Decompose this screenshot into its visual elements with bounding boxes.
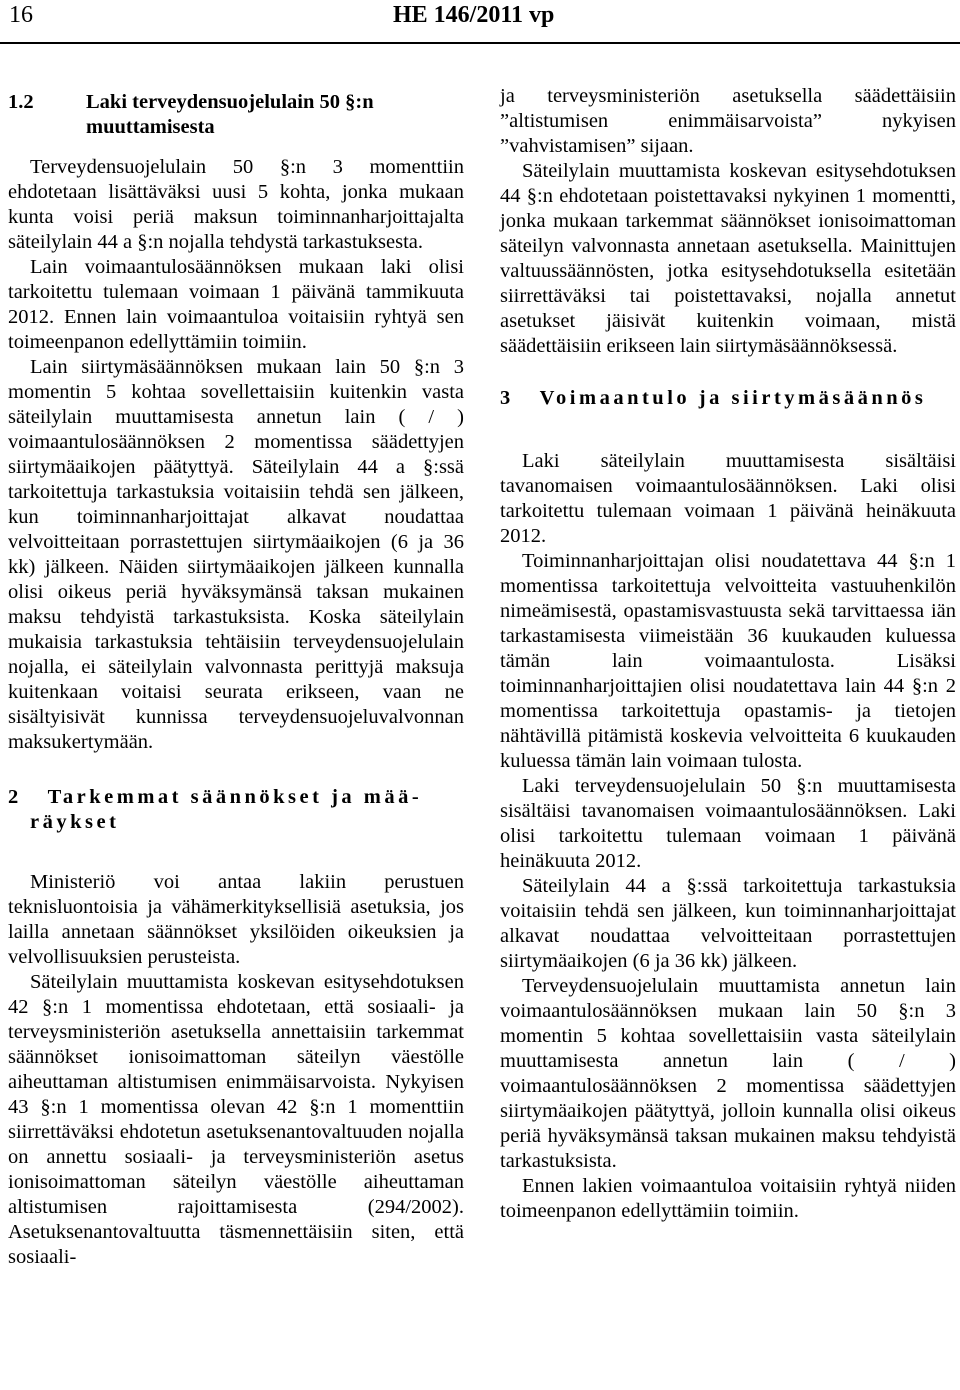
page-number: 16 — [9, 2, 33, 28]
section-title-line: Tarkemmat säännökset ja mää- — [47, 786, 423, 808]
paragraph: Laki terveydensuojelulain 50 §:n muuttamisesta sisältäisi tavanomaisen voimaantulosäännöksen. Laki olisi tarkoitettu tulemaan voimaan 1 päivänä heinäkuuta 2012. — [500, 775, 956, 872]
section-number: 3 — [500, 387, 514, 409]
header-rule — [0, 42, 960, 44]
section-heading-2 — [8, 785, 464, 835]
paragraph: Terveydensuojelulain muuttamista annetun lain voimaantulosäännöksen mukaan lain 50 §:n 3 momentin 5 kohtaa sovellettaisiin vasta säteilylain muuttamisesta annetun lain ( / ) voimaantulosäännöksen 2 momentissa säädettyjen siirtymäaikojen päätyttyä, jolloin kunnalla olisi oikeus periä hyväksymänsä taksan mukainen maksu tehdyistä tarkastuksista. — [500, 975, 956, 1172]
paragraph: Terveydensuojelulain 50 §:n 3 momenttiin ehdotetaan lisättäväksi uusi 5 kohta, jonka mukaan kunta voisi periä maksun toiminnanharjoittajalta säteilylain 44 a §:n nojalla tehdystä tarkastuksesta. — [8, 156, 464, 253]
left-column — [8, 84, 464, 1270]
page-header — [0, 0, 960, 42]
section-heading-3 — [500, 386, 956, 411]
paragraph-continuation: ja terveysministeriön asetuksella säädettäisiin ”altistumisen enimmäisarvoista” nykyisen ”vahvistamisen” sijaan. — [500, 85, 956, 157]
paragraph: Ministeriö voi antaa lakiin perustuen teknisluontoisia ja vähämerkityksellisiä asetuksia, jos lailla annetaan säännökset yksilöiden oikeuksien ja velvollisuuksien perusteista. — [8, 871, 464, 968]
paragraph: Toiminnanharjoittajan olisi noudatettava 44 §:n 1 momentissa tarkoitettuja velvoitteita vastuuhenkilön nimeämisestä, opastamisvastuusta sekä tarvittaessa iän tarkastamisesta viimeistään 36 kuukauden kuluessa tämän lain voimaantulosta. Lisäksi toiminnanharjoittajien olisi noudatettava lain 44 §:n 2 momentissa tarkoitettuja opastamis- ja tietojen nähtävillä pitämistä koskevia velvoitteita 6 kuukauden kuluessa tämän lain voimaan tulosta. — [500, 550, 956, 772]
section-number: 2 — [8, 786, 22, 808]
paragraph: Ennen lakien voimaantuloa voitaisiin ryhtyä niiden toimeenpanon edellyttämiin toimiin. — [500, 1175, 956, 1222]
section-title-line: Laki terveydensuojelulain 50 §:n — [86, 91, 374, 113]
section-heading-1-2 — [8, 90, 464, 140]
section-title-line: muuttamisesta — [86, 116, 215, 138]
right-column — [500, 84, 956, 1224]
paragraph: Laki säteilylain muuttamisesta sisältäisi tavanomaisen voimaantulosäännöksen. Laki olisi tarkoitettu tulemaan voimaan 1 päivänä heinäkuuta 2012. — [500, 450, 956, 547]
section-title — [86, 90, 374, 140]
paragraph: Lain voimaantulosäännöksen mukaan laki olisi tarkoitettu tulemaan voimaan 1 päivänä tammikuuta 2012. Ennen lain voimaantuloa voitaisiin ryhtyä sen toimeenpanon edellyttämiin toimiin. — [8, 256, 464, 353]
document-code: HE 146/2011 vp — [393, 2, 555, 28]
paragraph: Säteilylain 44 a §:ssä tarkoitettuja tarkastuksia voitaisiin tehdä sen jälkeen, kun toiminnanharjoittajat alkavat noudattaa velvoitteitaan porrastettujen siirtymäaikojen (6 ja 36 kk) jälkeen. — [500, 875, 956, 972]
paragraph: Säteilylain muuttamista koskevan esitysehdotuksen 44 §:n ehdotetaan poistettavaksi nykyinen 1 momentti, jonka mukaan tarkemmat säännökset ionisoimattoman säteilyn valvonnasta annetaan asetuksella. Mainittujen valtuussäännösten, jotka esitysehdotuksella esitetään siirrettäväksi tai poistettavaksi, nojalla annetut asetukset jäisivät kuitenkin voimaan, mistä säädettäisiin erikseen lain siirtymäsäännöksessä. — [500, 160, 956, 357]
paragraph: Lain siirtymäsäännöksen mukaan lain 50 §:n 3 momentin 5 kohtaa sovellettaisiin kuitenkin vasta säteilylain muuttamisesta annetun lain ( / ) voimaantulosäännöksen 2 momentissa säädettyjen siirtymäaikojen päätyttyä. Säteilylain 44 a §:ssä tarkoitettuja tarkastuksia voitaisiin tehdä sen jälkeen, kun toiminnanharjoittajat alkavat noudattaa velvoitteitaan porrastettujen siirtymäaikojen (6 ja 36 kk) jälkeen. Näiden siirtymäaikojen jälkeen kunnalla olisi oikeus periä hyväksymänsä taksan mukainen maksu tehdyistä tarkastuksista. Koska säteilylain mukaisia tarkastuksia tehtäisiin terveydensuojelulain nojalla, ei säteilylain valvonnasta perittyjä maksuja kuitenkaan voitaisi seurata erikseen, vaan ne sisältyisivät kunnissa terveydensuojeluvalvonnan maksukertymään. — [8, 356, 464, 753]
section-title-line: räykset — [30, 811, 120, 833]
section-title: Voimaantulo ja siirtymäsäännös — [539, 387, 927, 409]
section-number: 1.2 — [8, 91, 34, 113]
paragraph: Säteilylain muuttamista koskevan esitysehdotuksen 42 §:n 1 momentissa ehdotetaan, että sosiaali- ja terveysministeriön asetuksella annettaisiin tarkemmat säännökset ionisoimattoman säteilyn väestölle aiheuttaman altistumisen enimmäisarvoista. Nykyisen 43 §:n 1 momentissa olevan 42 §:n 1 momenttiin siirrettäväksi ehdotetun asetuksenantovaltuuden nojalla on annettu sosiaali- ja terveysministeriön asetus ionisoimattoman säteilyn väestölle aiheuttaman altistumisen rajoittamisesta (294/2002). Asetuksenantovaltuutta täsmennettäisiin siten, että sosiaali- — [8, 971, 464, 1268]
